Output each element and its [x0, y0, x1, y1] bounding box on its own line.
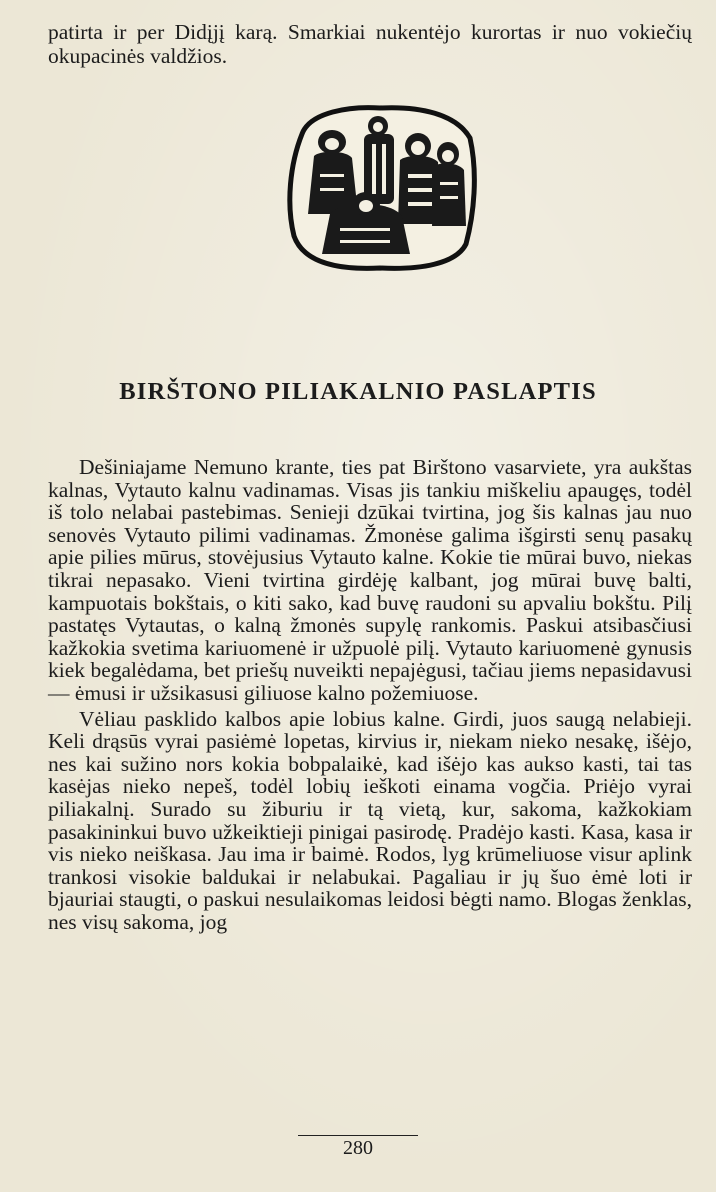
body-paragraph-1: Dešiniajame Nemuno krante, ties pat Birštono vasarviete, yra aukštas kalnas, Vytauto kalnu vadinamas. Visas jis tankiu miškeliu apaugęs, todėl iš tolo nelabai pastebimas. Senieji dzūkai tvirtina, jog šis kalnas jau nuo senovės Vytauto pilimi vadinamas. Žmonėse galima išgirsti senų pasakų apie pilies mūrus, stovėjusius Vytauto kalne. Kokie tie mūrai buvo, niekas tikrai nepasako. Vieni tvirtina girdėję kalbant, jog mūrai buvę balti, kampuotais bokštais, o kiti sako, kad buvę raudoni su apvaliu bokštu. Pilį pastatęs Vytautas, o kalną žmonės supylę rankomis. Paskui atsibasčiusi kažkokia svetima kariuomenė ir užpuolė pilį. Vytauto kariuomenė gynusis kiek begalėdama, bet priešų nuveikti nepajėgusi, tačiau jiems nepasidavusi — ėmusi ir užsikasusi giliuose kalno požemiuose. — [48, 455, 692, 705]
top-paragraph: patirta ir per Didįjį karą. Smarkiai nukentėjo kurortas ir nuo vokiečių okupacinės valdžios. — [48, 20, 692, 68]
page-number: 280 — [343, 1137, 373, 1159]
woodcut-illustration — [280, 104, 480, 272]
continued-paragraph — [48, 20, 692, 68]
footer-rule — [298, 1135, 418, 1136]
section-heading: BIRŠTONO PILIAKALNIO PASLAPTIS — [119, 378, 597, 405]
body-paragraph-2: Vėliau pasklido kalbos apie lobius kalne. Girdi, juos saugą nelabieji. Keli drąsūs vyrai pasiėmė lopetas, kirvius ir, niekam nieko nesakę, išėjo, nes kai sužino nors kokia bobpalaikė, kad išėjo kas aukso kasti, tai tas kasėjas nieko nepeš, todėl lobių ieškoti einama vogčia. Priėjo vyrai piliakalnį. Surado su žiburiu ir tą vietą, kur, sakoma, kažkokiam pasakininkui buvo užkeiktieji pinigai pasirodę. Pradėjo kasti. Kasa, kasa ir vis nieko neiškasa. Jau ima ir baimė. Rodos, lyg krūmeliuose visur aplink trankosi visokie baldukai ir nelabukai. Pagaliau ir jų šuo ėmė loti ir bjauriai staugti, o paskui nesulaikomas leidosi bėgti namo. Blogas ženklas, nes visų sakoma, jog — [48, 706, 692, 934]
story-body — [48, 456, 692, 933]
